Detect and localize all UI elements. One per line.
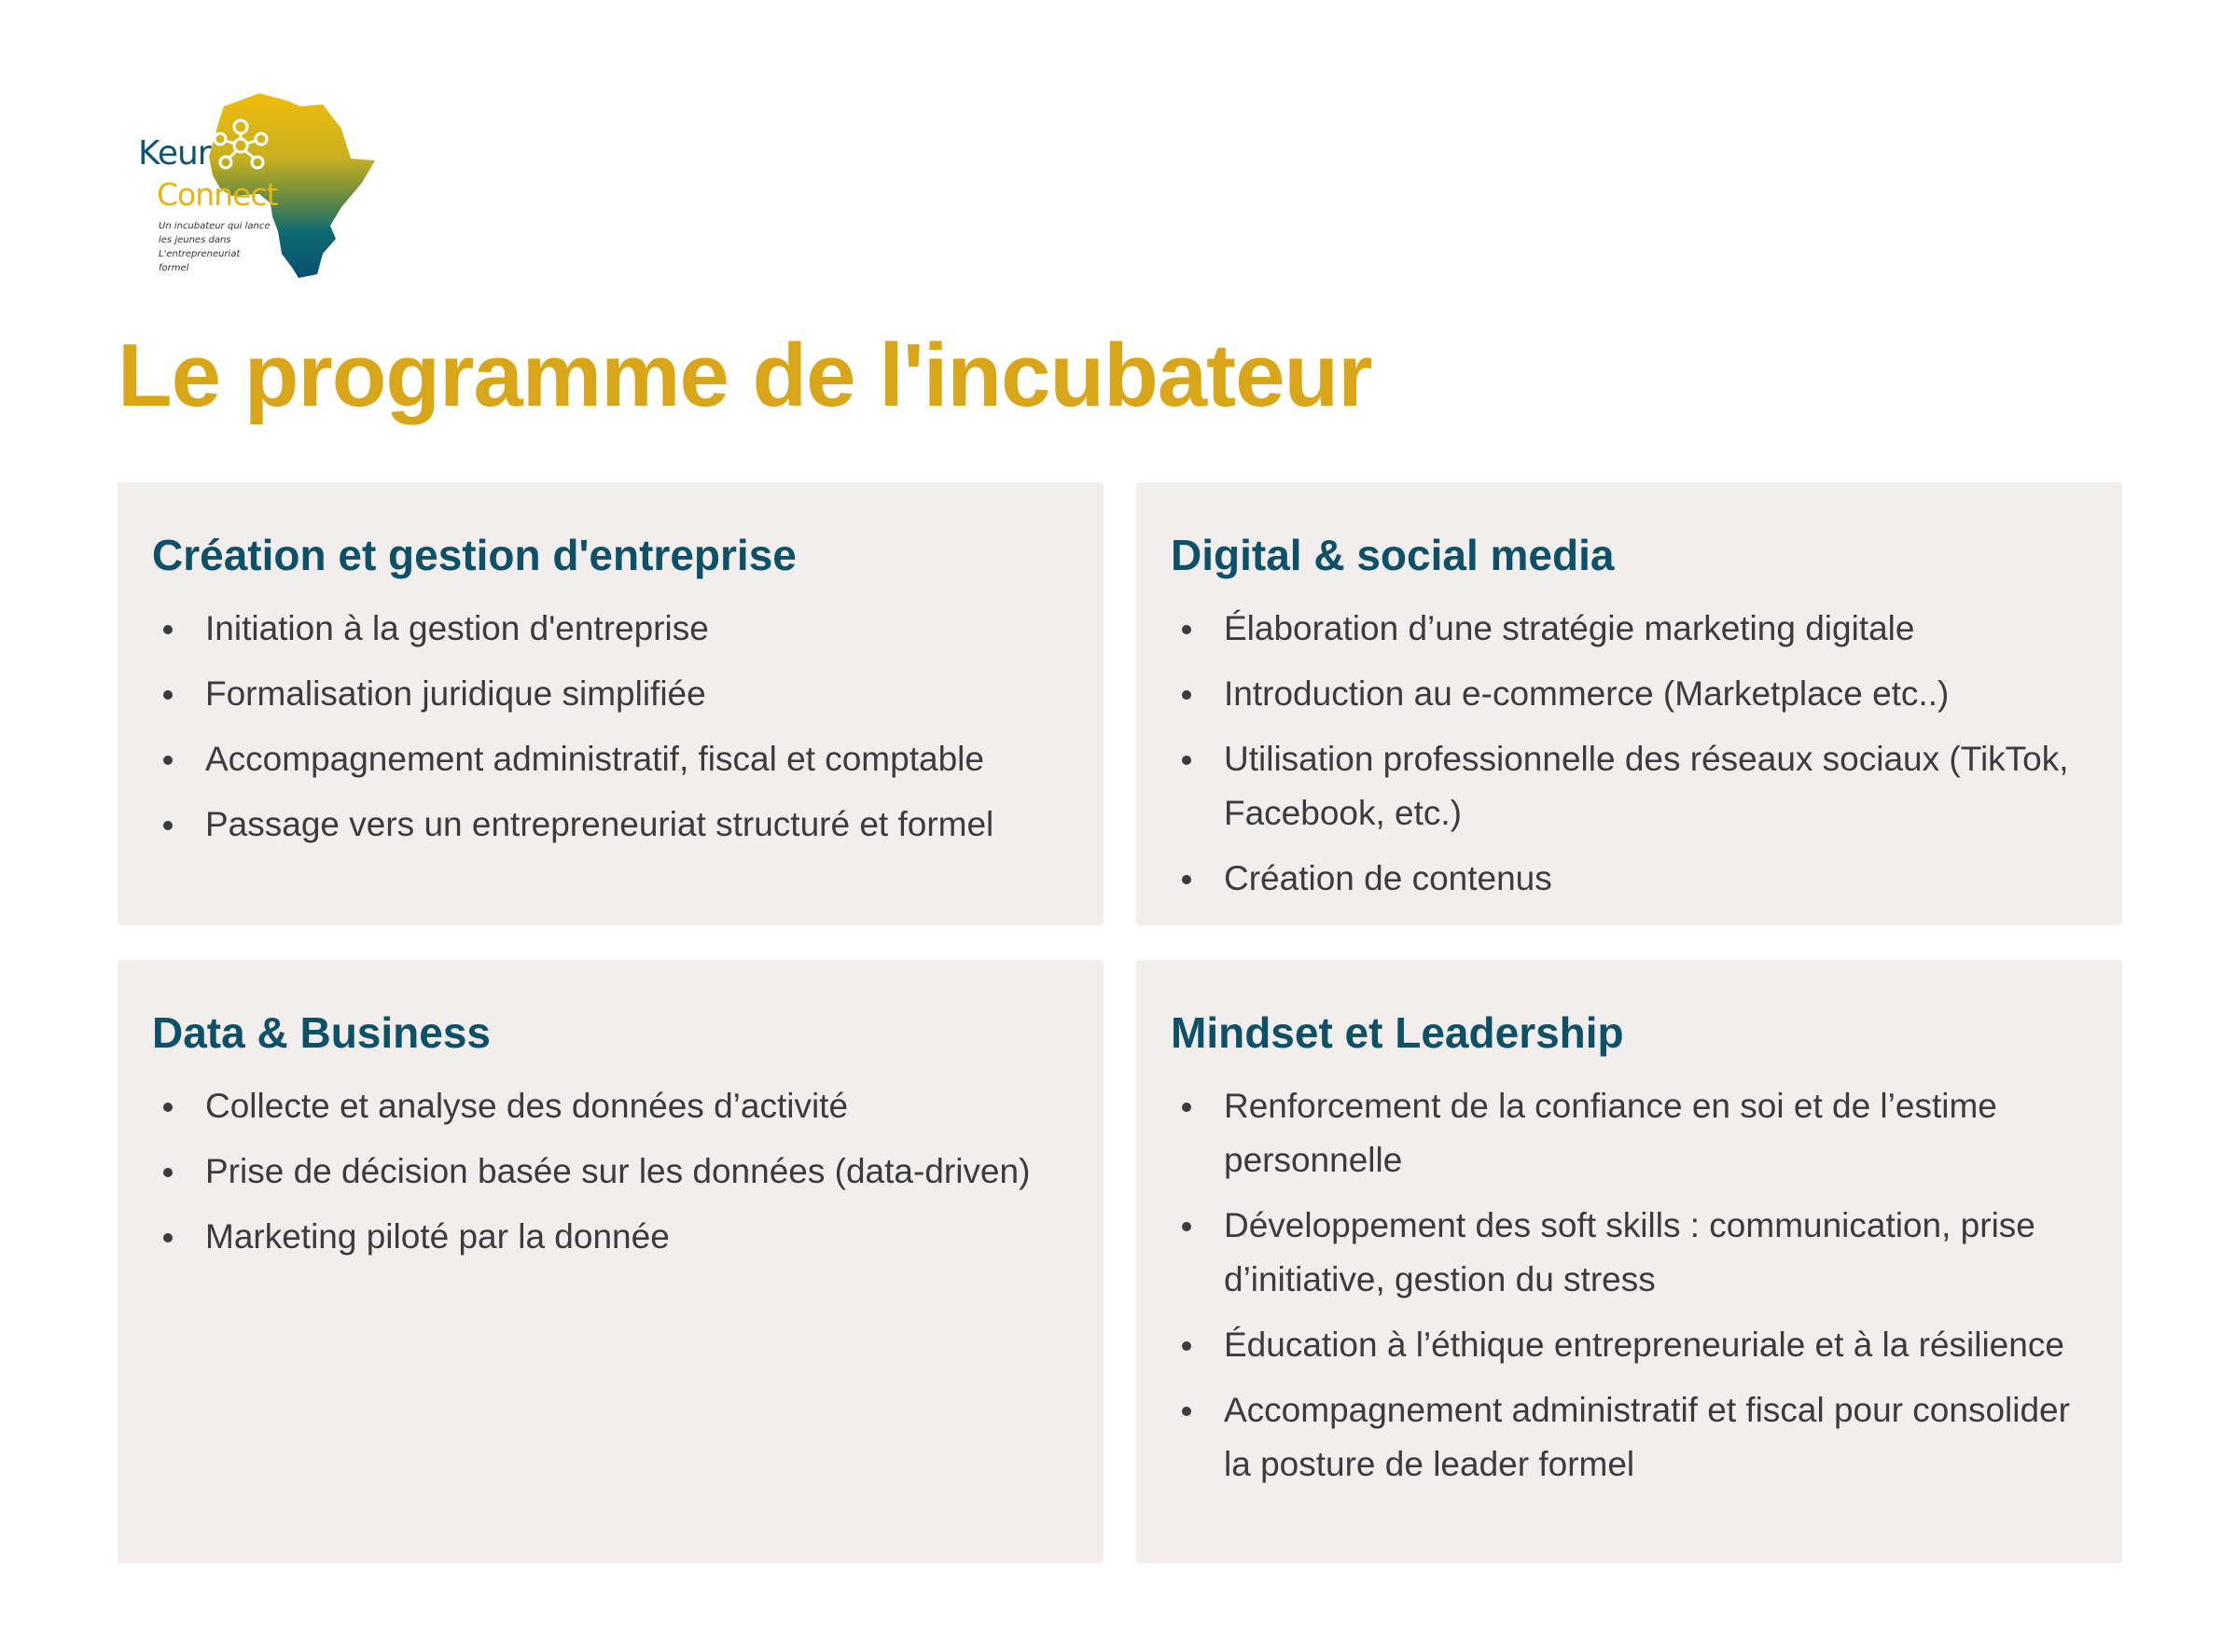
list-item [1171,1383,2089,1492]
bullet-icon [1182,1341,1191,1351]
list-item-text: Passage vers un entrepreneuriat structuré et formel [205,805,994,843]
card-creation-gestion [118,482,1104,925]
bullet-icon [1182,1103,1191,1112]
list-item [1171,667,2089,721]
list-item [1171,732,2089,840]
logo-tagline: Un incubateur qui lance les jeunes dans L'entrepreneuriat formel [159,221,271,273]
card-title: Création et gestion d'entreprise [152,531,797,579]
list-item-text: Création de contenus [1224,859,1552,897]
bullet-icon [163,690,173,700]
bullet-icon [1182,690,1191,700]
card-data-business [118,960,1104,1563]
list-item [152,798,1070,852]
bullet-icon [1182,625,1191,634]
list-item [152,732,1070,786]
bullet-icon [1182,756,1191,765]
bullet-list [1171,602,2089,906]
logo-text-keur: Keur [138,134,211,173]
list-item-text: Utilisation professionnelle des réseaux sociaux (TikTok, Facebook, etc.) [1224,740,2069,832]
bullet-icon [163,1168,173,1177]
bullet-icon [163,756,173,765]
list-item-text: Initiation à la gestion d'entreprise [205,609,709,647]
bullet-icon [163,625,173,634]
list-item [1171,1079,2089,1187]
card-title: Mindset et Leadership [1171,1008,1624,1057]
bullet-icon [1182,1222,1191,1231]
bullet-icon [163,1103,173,1112]
list-item-text: Accompagnement administratif, fiscal et comptable [205,740,984,778]
bullet-list [1171,1079,2089,1492]
list-item [1171,1318,2089,1372]
list-item [1171,1199,2089,1307]
list-item-text: Prise de décision basée sur les données (data-driven) [205,1152,1031,1190]
list-item-text: Marketing piloté par la donnée [205,1217,670,1256]
list-item-text: Élaboration d’une stratégie marketing digitale [1224,609,1915,647]
card-mindset-leadership [1136,960,2122,1563]
list-item [152,1079,1070,1133]
list-item [152,1145,1070,1199]
bullet-list [152,1079,1070,1264]
bullet-list [152,602,1070,852]
list-item [1171,852,2089,906]
list-item [1171,602,2089,656]
list-item-text: Collecte et analyse des données d’activité [205,1087,849,1125]
list-item-text: Introduction au e-commerce (Marketplace etc..) [1224,674,1950,713]
list-item-text: Accompagnement administratif et fiscal pour consolider la posture de leader formel [1224,1391,2070,1483]
list-item [152,602,1070,656]
list-item-text: Éducation à l’éthique entrepreneuriale et à la résilience [1224,1326,2064,1364]
logo-text-connect: Connect [157,176,278,213]
bullet-icon [163,821,173,830]
list-item-text: Formalisation juridique simplifiée [205,674,706,713]
card-title: Digital & social media [1171,531,1615,579]
list-item-text: Développement des soft skills : communication, prise d’initiative, gestion du stress [1224,1206,2035,1298]
bullet-icon [163,1233,173,1242]
keur-connect-logo [131,86,392,286]
bullet-icon [1182,875,1191,884]
bullet-icon [1182,1407,1191,1416]
page-title: Le programme de l'incubateur [118,326,1372,425]
card-title: Data & Business [152,1008,492,1057]
card-digital-social-media [1136,482,2122,925]
list-item [152,667,1070,721]
list-item [152,1210,1070,1264]
list-item-text: Renforcement de la confiance en soi et de l’estime personnelle [1224,1087,1997,1179]
